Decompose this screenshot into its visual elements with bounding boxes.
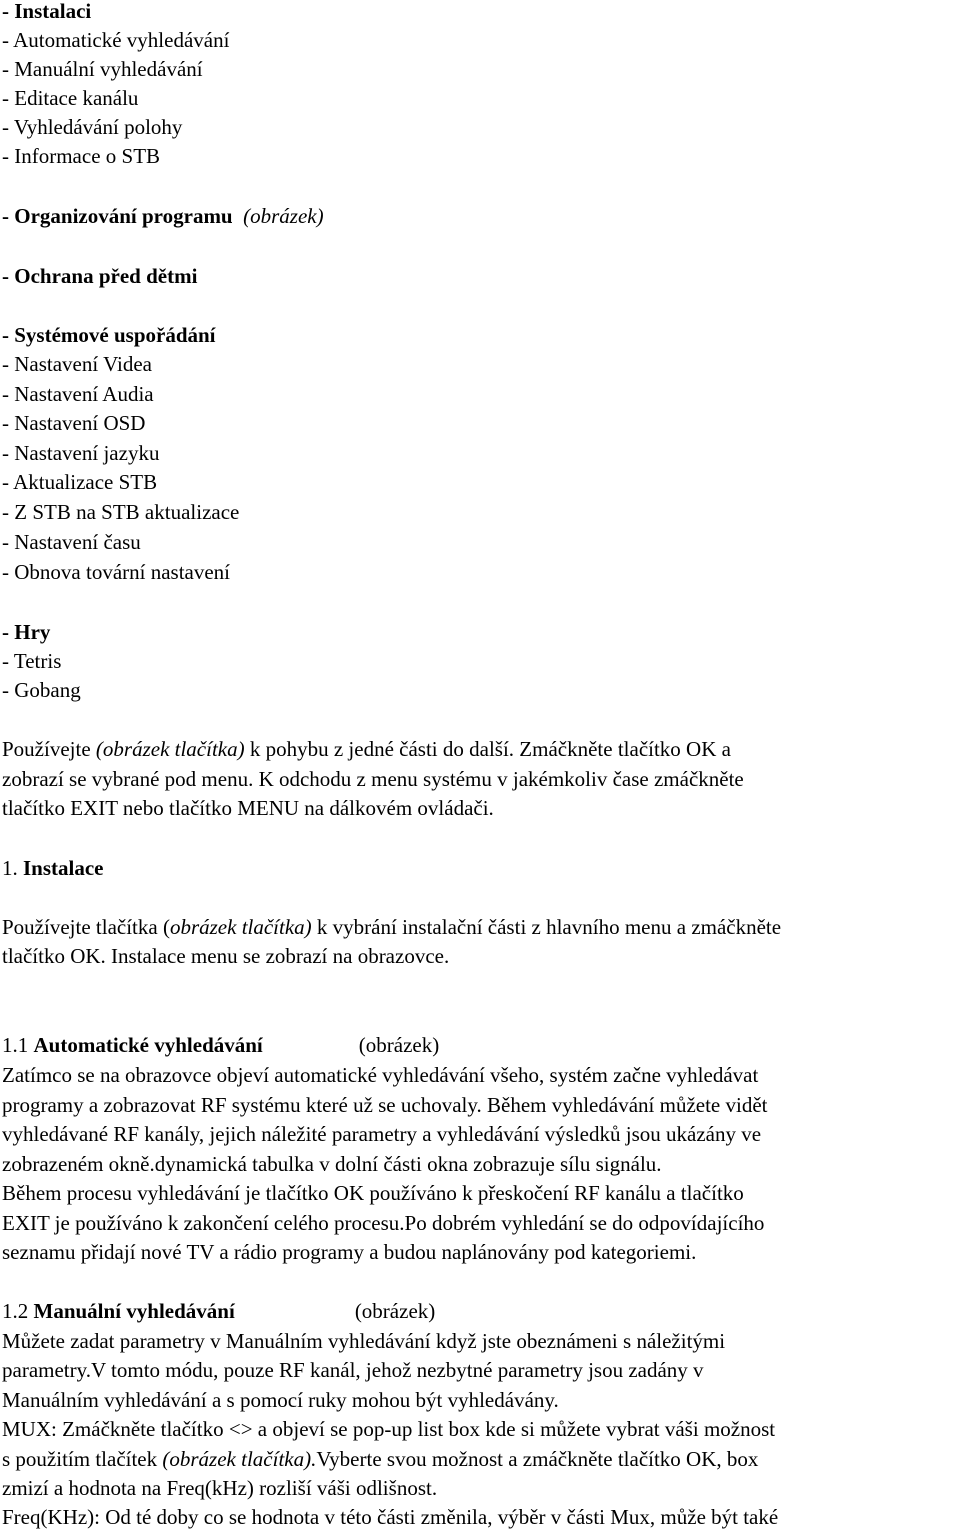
image-placeholder-note: (obrázek tlačítka) (95, 737, 245, 761)
section-title: Manuální vyhledávání (33, 1299, 235, 1323)
menu-item: - Z STB na STB aktualizace (2, 500, 240, 524)
paragraph-line: vyhledávané RF kanály, jejich náležité parametry a vyhledávání výsledků jsou ukázány ve (2, 1122, 762, 1146)
menu-item: - Aktualizace STB (2, 470, 158, 494)
image-placeholder-note: (obrázek) (243, 204, 324, 228)
paragraph-line: programy a zobrazovat RF systému které už se uchovaly. Během vyhledávání můžete vidět (2, 1093, 768, 1117)
menu-item: - Manuální vyhledávání (2, 57, 203, 81)
image-placeholder-note: (obrázek tlačítka). (162, 1447, 317, 1471)
image-placeholder-note: (obrázek) (354, 1299, 436, 1323)
paragraph-line: zmizí a hodnota na Freq(kHz) rozliší váši odlišnost. (2, 1476, 438, 1500)
menu-item: - Nastavení Videa (2, 352, 152, 376)
menu-item: - Gobang (2, 678, 81, 702)
image-placeholder-note: obrázek tlačítka) (169, 915, 312, 939)
section-number: 1. (2, 856, 23, 880)
body-text: Používejte tlačítka ( (2, 915, 170, 939)
menu-item: - Vyhledávání polohy (2, 115, 183, 139)
menu-item: - Nastavení času (2, 530, 141, 554)
menu-heading-organizovani (2, 203, 324, 229)
paragraph-line: Během procesu vyhledávání je tlačítko OK používáno k přeskočení RF kanálu a tlačítko (2, 1181, 744, 1205)
menu-item: - Tetris (2, 649, 62, 673)
image-placeholder-note: (obrázek) (358, 1033, 440, 1057)
menu-item: - Informace o STB (2, 144, 161, 168)
section-1-line-2: tlačítko OK. Instalace menu se zobrazí na obrazovce. (2, 944, 450, 968)
menu-heading-hry: - Hry (2, 620, 51, 644)
paragraph-line (2, 1446, 758, 1472)
menu-item: - Nastavení jazyku (2, 441, 160, 465)
menu-item: - Nastavení Audia (2, 382, 154, 406)
section-1-line-1 (2, 914, 781, 940)
body-text: Vyberte svou možnost a zmáčkněte tlačítko OK, box (316, 1447, 759, 1471)
body-text: k vybrání instalační části z hlavního menu a zmáčkněte (311, 915, 782, 939)
menu-heading-ochrana: - Ochrana před dětmi (2, 264, 198, 288)
paragraph-line: zobrazeném okně.dynamická tabulka v dolní části okna zobrazuje sílu signálu. (2, 1152, 662, 1176)
menu-item: - Automatické vyhledávání (2, 28, 230, 52)
section-heading-1-1 (2, 1032, 439, 1058)
menu-heading-label: - Organizování programu (2, 204, 233, 228)
intro-line-1 (2, 736, 731, 762)
intro-line-2: zobrazí se vybrané pod menu. K odchodu z menu systému v jakémkoliv čase zmáčkněte (2, 767, 744, 791)
paragraph-line: Můžete zadat parametry v Manuálním vyhledávání když jste obeznámeni s náležitými (2, 1329, 726, 1353)
menu-heading-systemove: - Systémové uspořádání (2, 323, 216, 347)
section-number: 1.1 (2, 1033, 34, 1057)
section-heading-1-2 (2, 1298, 435, 1324)
menu-item: - Nastavení OSD (2, 411, 146, 435)
paragraph-line: seznamu přidají nové TV a rádio programy a budou naplánovány pod kategoriemi. (2, 1240, 697, 1264)
intro-line-3: tlačítko EXIT nebo tlačítko MENU na dálkovém ovládači. (2, 796, 494, 820)
section-title: Automatické vyhledávání (33, 1033, 263, 1057)
intro-text: k pohybu z jedné části do další. Zmáčkněte tlačítko OK a (244, 737, 731, 761)
paragraph-line: parametry.V tomto módu, pouze RF kanál, jehož nezbytné parametry jsou zadány v (2, 1358, 704, 1382)
body-text: s použitím tlačítek (2, 1447, 163, 1471)
menu-item: - Obnova tovární nastavení (2, 560, 231, 584)
paragraph-line: Freq(KHz): Od té doby co se hodnota v této části změnila, výběr v části Mux, může být také (2, 1505, 779, 1529)
intro-text: Používejte (2, 737, 96, 761)
section-title: Instalace (23, 856, 104, 880)
section-number: 1.2 (2, 1299, 34, 1323)
section-heading-1 (2, 855, 104, 881)
paragraph-line: EXIT je používáno k zakončení celého procesu.Po dobrém vyhledání se do odpovídajícího (2, 1211, 765, 1235)
menu-item: - Editace kanálu (2, 86, 139, 110)
paragraph-line: MUX: Zmáčkněte tlačítko <> a objeví se pop-up list box kde si můžete vybrat váši možnost (2, 1417, 776, 1441)
paragraph-line: Manuálním vyhledávání a s pomocí ruky mohou být vyhledávány. (2, 1388, 559, 1412)
paragraph-line: Zatímco se na obrazovce objeví automatické vyhledávání všeho, systém začne vyhledávat (2, 1063, 759, 1087)
menu-heading-instalaci: - Instalaci (2, 0, 92, 23)
